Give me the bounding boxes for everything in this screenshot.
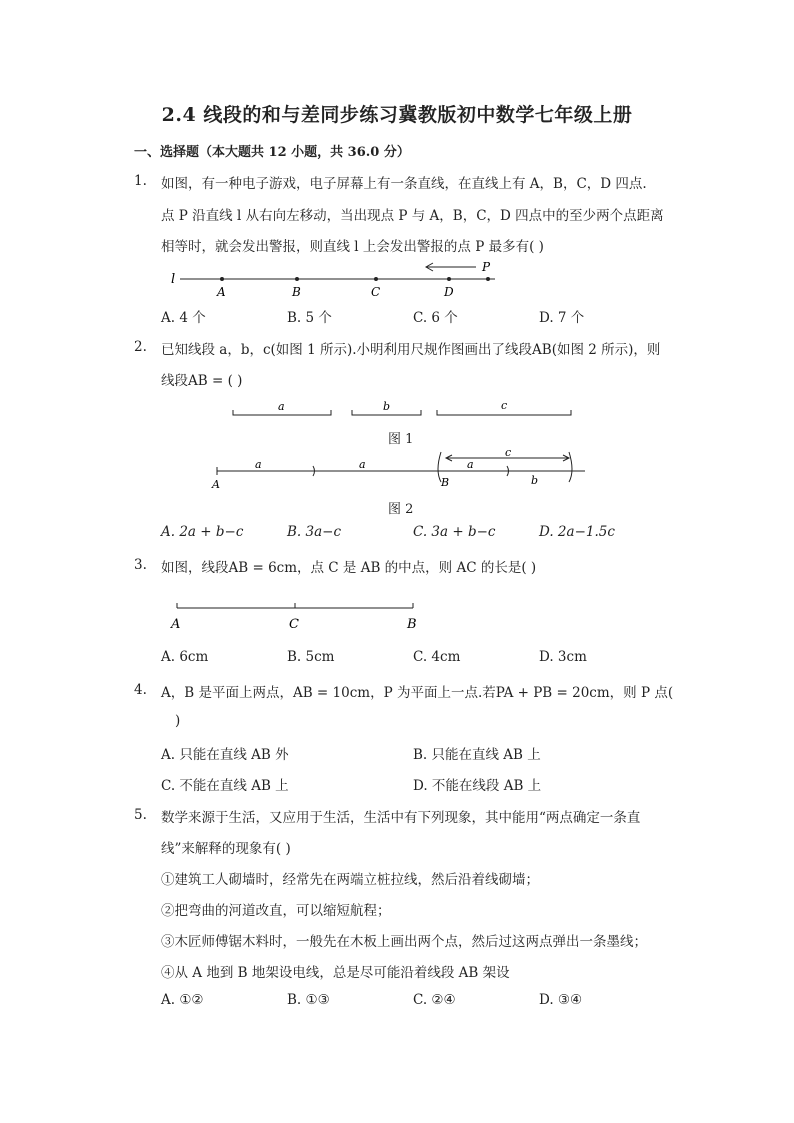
label-a: A — [171, 617, 181, 632]
label-b: B — [292, 285, 301, 298]
label-p: P — [482, 260, 491, 274]
label-d: D — [444, 285, 454, 298]
q2-figure-2-construction — [205, 446, 595, 492]
label-a: a — [278, 400, 285, 413]
label-b: b — [383, 400, 391, 413]
option-d[interactable]: D. 7 个 — [539, 310, 585, 326]
label-point-b: B — [441, 476, 450, 489]
label-b: B — [407, 617, 417, 632]
q3-figure-segment-ab — [165, 596, 435, 636]
question-number: 5. — [134, 807, 147, 823]
statement-4: ④从 A 地到 B 地架设电线，总是尽可能沿着线段 AB 架设 — [161, 965, 510, 981]
option-b[interactable]: B. 5 个 — [287, 310, 332, 326]
option-c[interactable]: C. 4cm — [413, 649, 461, 665]
question-text-line: 如图，有一种电子游戏，电子屏幕上有一条直线，在直线上有 A，B，C，D 四点. — [161, 176, 647, 192]
label-c: c — [505, 446, 512, 459]
option-d[interactable]: D. 2a−1.5c — [539, 524, 615, 540]
option-c[interactable]: C. ②④ — [413, 992, 456, 1008]
point-p — [486, 277, 490, 281]
label-a: a — [359, 458, 366, 471]
option-b[interactable]: B. 只能在直线 AB 上 — [413, 747, 541, 763]
option-c[interactable]: C. 不能在直线 AB 上 — [161, 778, 289, 794]
question-text-line: 点 P 沿直线 l 从右向左移动，当出现点 P 与 A，B，C，D 四点中的至少两个点距离 — [161, 208, 664, 224]
label-l: l — [171, 272, 176, 287]
label-c: c — [501, 399, 508, 412]
question-number: 2. — [134, 339, 147, 355]
label-a: a — [467, 458, 474, 471]
label-c: C — [289, 617, 299, 632]
question-text-line: 相等时，就会发出警报，则直线 l 上会发出警报的点 P 最多有( ) — [161, 239, 544, 255]
option-d[interactable]: D. 3cm — [539, 649, 587, 665]
option-b[interactable]: B. 3a−c — [287, 524, 342, 540]
arc-mark — [569, 452, 572, 482]
point-c — [374, 277, 378, 281]
option-c[interactable]: C. 3a + b−c — [413, 524, 496, 540]
q2-figure-1-segments — [225, 396, 585, 424]
question-number: 3. — [134, 557, 147, 573]
option-d[interactable]: D. ③④ — [539, 992, 583, 1008]
label-a: A — [217, 285, 226, 298]
label-b: b — [531, 474, 539, 487]
option-a[interactable]: A. 只能在直线 AB 外 — [161, 747, 289, 763]
option-a[interactable]: A. 6cm — [161, 649, 209, 665]
option-c[interactable]: C. 6 个 — [413, 310, 458, 326]
statement-2: ②把弯曲的河道改直，可以缩短航程； — [161, 903, 391, 919]
option-d[interactable]: D. 不能在线段 AB 上 — [413, 778, 542, 794]
option-a[interactable]: A. 2a + b−c — [161, 524, 244, 540]
label-c: C — [371, 285, 381, 298]
point-b — [295, 277, 299, 281]
question-number: 4. — [134, 682, 147, 698]
label-point-a: A — [212, 478, 220, 491]
option-a[interactable]: A. ①② — [161, 992, 204, 1008]
q1-figure-line-diagram — [160, 258, 520, 298]
figure-caption: 图 1 — [388, 432, 414, 447]
label-a: a — [255, 458, 262, 471]
question-number: 1. — [134, 173, 147, 189]
question-text-line: 如图，线段AB = 6cm，点 C 是 AB 的中点，则 AC 的长是( ) — [161, 560, 537, 576]
figure-caption: 图 2 — [388, 502, 414, 517]
option-b[interactable]: B. 5cm — [287, 649, 335, 665]
point-d — [447, 277, 451, 281]
point-a — [220, 277, 224, 281]
question-text-line: A，B 是平面上两点，AB = 10cm，P 为平面上一点.若PA + PB = 20cm，则 P 点( — [161, 685, 674, 701]
question-text-line: 已知线段 a，b，c(如图 1 所示).小明利用尺规作图画出了线段AB(如图 2 所示)，则 — [161, 342, 661, 358]
question-text-line: 线”来解释的现象有( ) — [161, 841, 291, 857]
option-b[interactable]: B. ①③ — [287, 992, 330, 1008]
question-text-line: 线段AB = ( ) — [161, 373, 243, 389]
question-text-line: 数学来源于生活，又应用于生活，生活中有下列现象，其中能用“两点确定一条直 — [161, 810, 641, 826]
option-a[interactable]: A. 4 个 — [161, 310, 206, 326]
section-heading: 一、选择题（本大题共 12 小题，共 36.0 分） — [134, 145, 410, 160]
page-title: 2.4 线段的和与差同步练习冀教版初中数学七年级上册 — [161, 104, 633, 126]
statement-3: ③木匠师傅锯木料时，一般先在木板上画出两个点，然后过这两点弹出一条墨线； — [161, 934, 647, 950]
question-text-line: ) — [175, 713, 181, 729]
statement-1: ①建筑工人砌墙时，经常先在两端立桩拉线，然后沿着线砌墙； — [161, 872, 539, 888]
